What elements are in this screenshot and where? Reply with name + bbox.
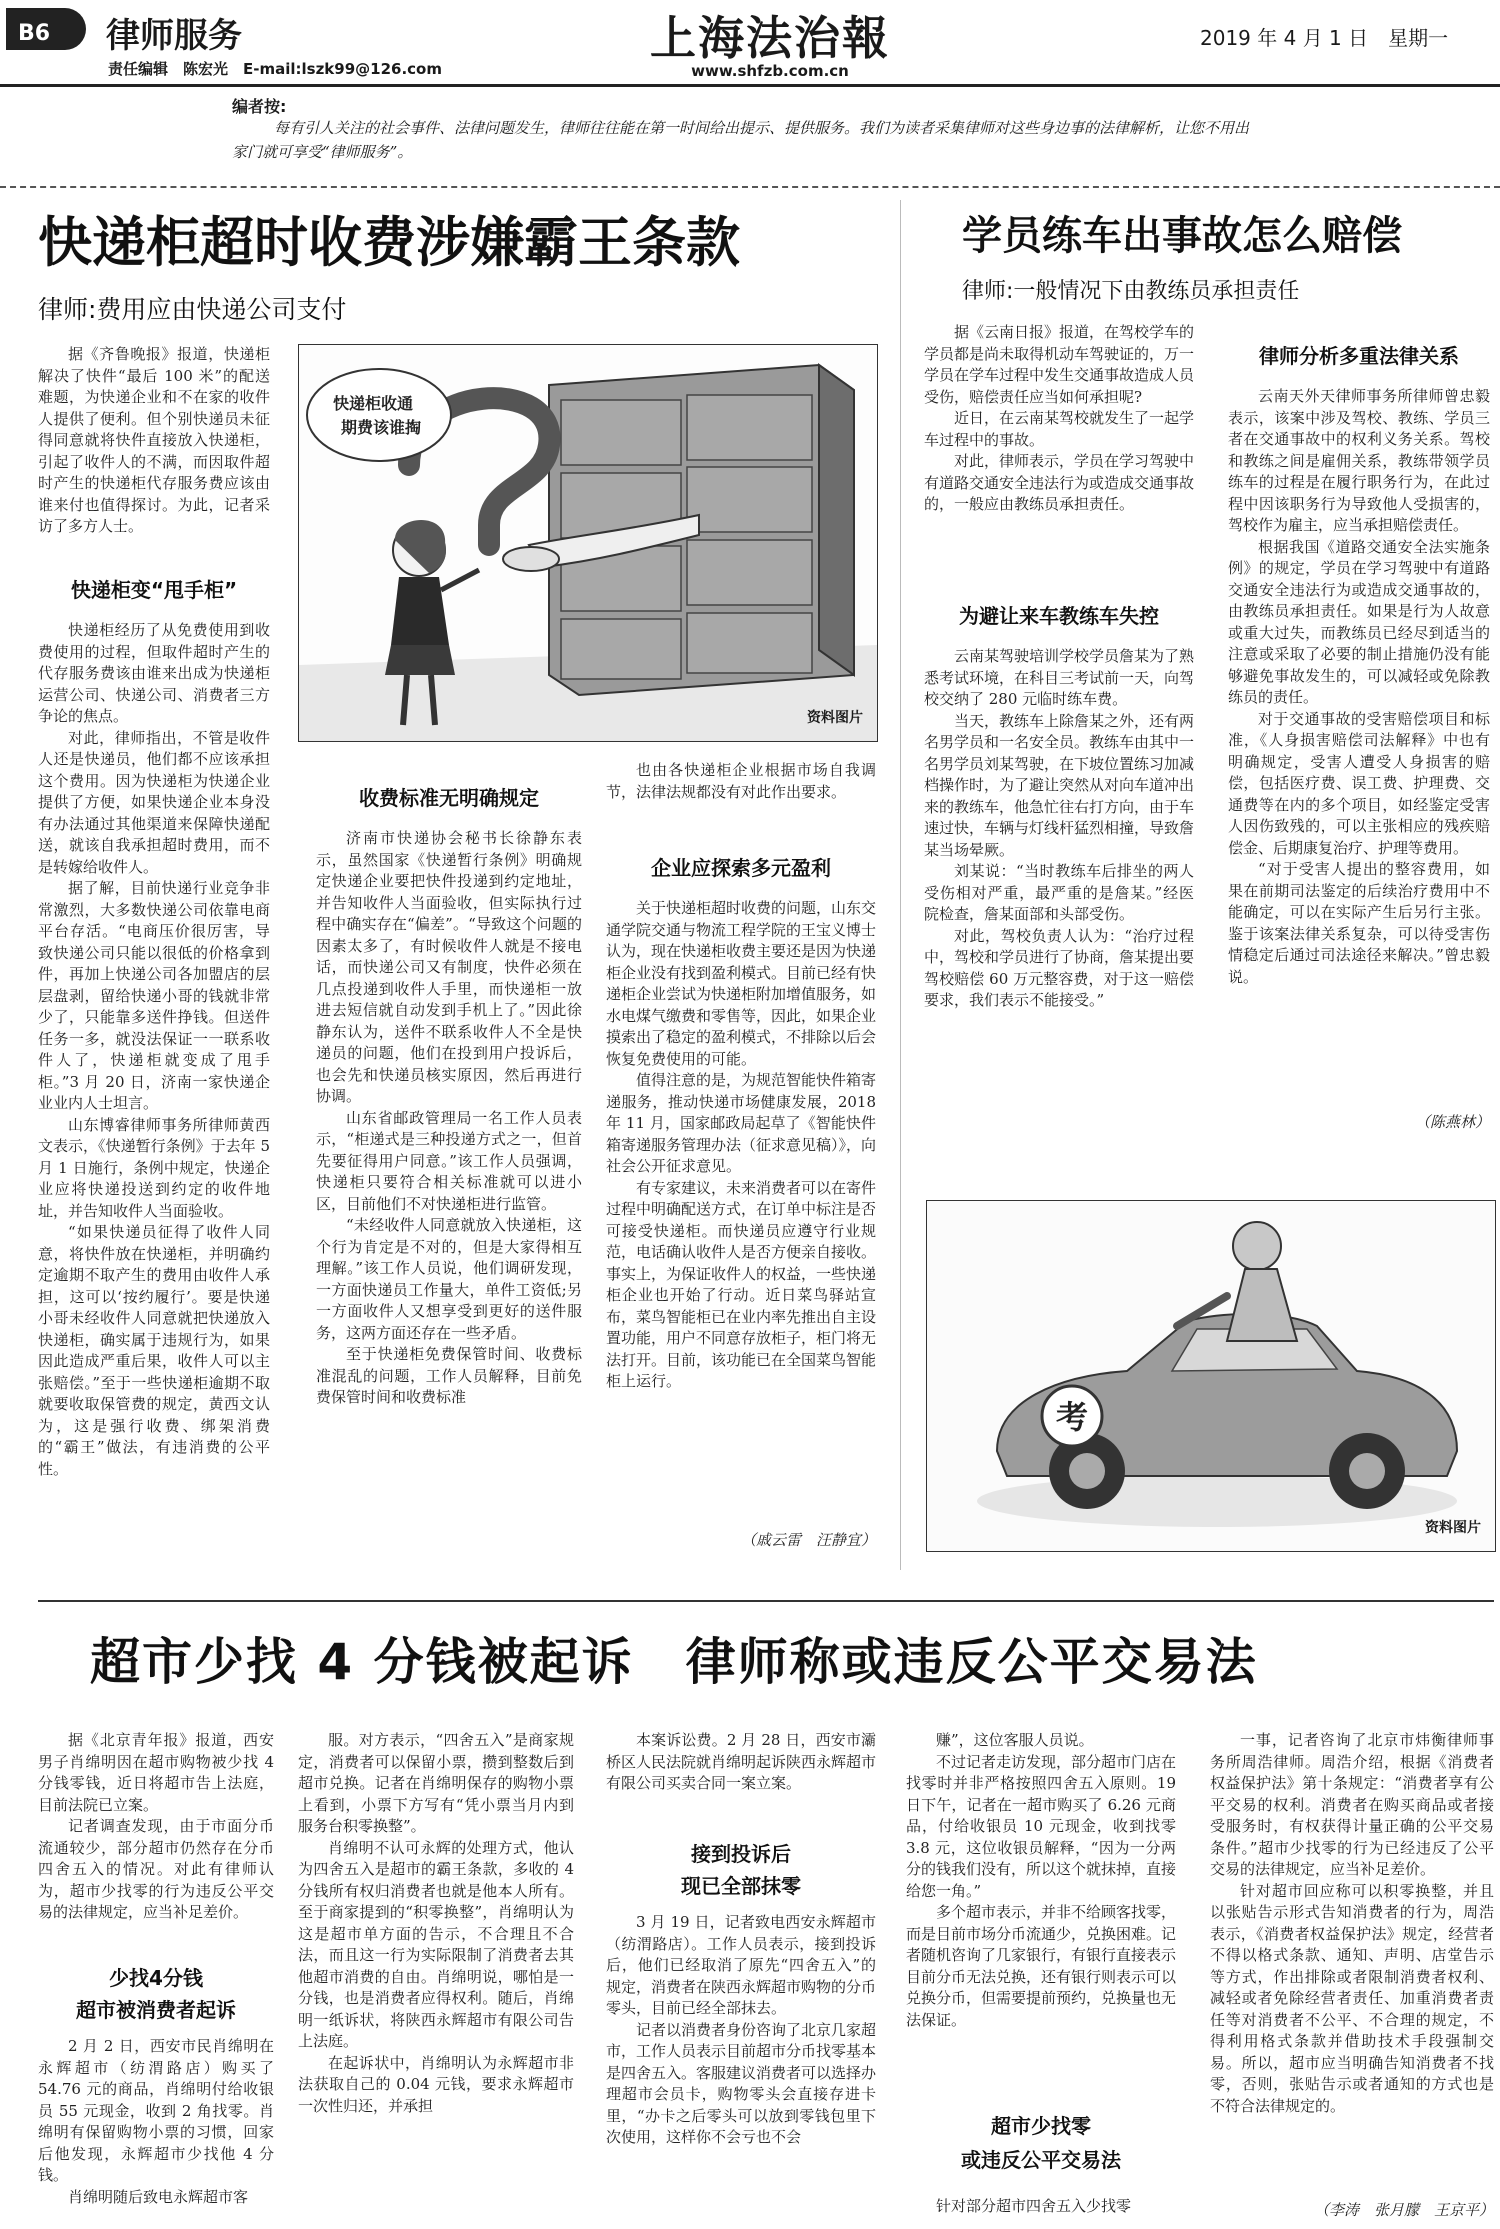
paragraph: 快递柜经历了从免费使用到收费使用的过程，但取件超时产生的代存服务费该由谁来出成为快递柜运营公司、快递公司、消费者三方争论的焦点。 <box>38 621 270 725</box>
article1-col3-top <box>606 760 876 832</box>
paragraph: 至于快递柜免费保管时间、收费标准混乱的问题，工作人员解释，目前免费保管时间和收费标准 <box>316 1345 582 1406</box>
article3-heading1a: 少找4分钱 <box>109 1966 203 1990</box>
article1-heading1: 快递柜变“甩手柜” <box>70 578 238 602</box>
article3-col2 <box>298 1730 574 2222</box>
paragraph: 不过记者走访发现，部分超市门店在找零时并非严格按照四舍五入原则。19 日下午，记者在一超市购买了 6.26 元商品，付给收银员 10 元现金，收到找零 3.8 元，这位收银员解释，“因为一分两分的钱我们没有，所以这个就抹掉，直接给您一角。” <box>906 1752 1176 1900</box>
paragraph: 肖绵明不认可永辉的处理方式，他认为四舍五入是超市的霸王条款，多收的 4 分钱所有权归消费者也就是他本人所有。至于商家提到的“积零换整”，肖绵明认为这是超市单方面的告示，不合理且不合法，而且这一行为实际限制了消费者去其他超市消费的自由。肖绵明说，哪怕是一分钱，也是消费者应得权利。随后，肖绵明一纸诉状，将陕西永辉超市有限公司告上法庭。 <box>298 1838 574 2050</box>
paragraph: 肖绵明随后致电永辉超市客 <box>68 2187 249 2206</box>
article1-col1 <box>38 620 270 1630</box>
paragraph: 对于交通事故的受害赔偿项目和标准，《人身损害赔偿司法解释》中也有明确规定，受害人遭受人身损害的赔偿，包括医疗费、误工费、护理费、交通费等在内的多个项目，如经鉴定受害人因伤致残的，可以主张相应的残疾赔偿金、后期康复治疗、护理等费用。 <box>1228 709 1490 857</box>
article1-credit: （戚云雷 汪静宜） <box>740 1531 876 1549</box>
article3-heading1b: 超市被消费者起诉 <box>76 1998 236 2022</box>
article1-col1-intro <box>38 344 270 554</box>
article3-heading2a: 接到投诉后 <box>691 1842 791 1866</box>
paragraph: 本案诉讼费。2 月 28 日，西安市灞桥区人民法院就肖绵明起诉陕西永辉超市有限公司买卖合同一案立案。 <box>606 1731 876 1792</box>
section-title: 律师服务 <box>106 16 242 56</box>
page-badge <box>6 8 86 50</box>
image-caption: 资料图片 <box>1425 1520 1481 1536</box>
paragraph: 关于快递柜超时收费的问题，山东交通学院交通与物流工程学院的王宝义博士认为，现在快递柜收费主要还是因为快递柜企业没有找到盈利模式。目前已经有快递柜企业尝试为快递柜附加增值服务，如水电煤气缴费和零售等，因此，如果企业摸索出了稳定的盈利模式，不排除以后会恢复免费使用的可能。 <box>606 899 876 1068</box>
editor-note-label: 编者按: <box>232 97 287 116</box>
article3-col5 <box>1210 1730 1494 2196</box>
paragraph: 济南市快递协会秘书长徐静东表示，虽然国家《快递暂行条例》明确规定快递企业要把快件投递到约定地址，并告知收件人当面验收，但实际执行过程中确实存在“偏差”。“导致这个问题的因素太多了，有时候收件人就是不接电话，而快递公司又有制度，快件必须在几点投递到收件人手里，而快递柜一放进去短信就自动发到手机上了。”因此徐静东认为，送件不联系收件人不全是快递员的问题，他们在投到用户投诉后，也会先和快递员核实原因，然后再进行协调。 <box>316 829 582 1105</box>
article1-heading2: 收费标准无明确规定 <box>359 786 539 810</box>
paragraph: 对此，律师指出，不管是收件人还是快递员，他们都不应该承担这个费用。因为快递柜为快递企业提供了方便，如果快递企业本身没有办法通过其他渠道来保障快递配送，就该自我承担超时费用，而不是转嫁给收件人。 <box>38 728 270 876</box>
article2-title: 学员练车出事故怎么赔偿 <box>962 213 1402 259</box>
paragraph: 多个超市表示，并非不给顾客找零，而是目前市场分币流通少，兑换困难。记者随机咨询了几家银行，有银行直接表示目前分币无法兑换，还有银行则表示可以兑换分币，但需要提前预约，兑换量也无法保证。 <box>906 1903 1176 2029</box>
paragraph: 在起诉状中，肖绵明认为永辉超市非法获取自己的 0.04 元钱，要求永辉超市一次性归还，并承担 <box>298 2053 574 2115</box>
article2-heading2: 律师分析多重法律关系 <box>1259 344 1459 368</box>
locker-illustration <box>299 345 877 741</box>
svg-text:期费该谁掏: 期费该谁掏 <box>341 418 422 437</box>
article2-subtitle: 律师:一般情况下由教练员承担责任 <box>962 279 1300 304</box>
paragraph: 刘某说：“当时教练车后排坐的两人受伤相对严重，最严重的是詹某。”经医院检查，詹某面部和头部受伤。 <box>924 862 1194 923</box>
divider <box>0 186 1500 188</box>
article3-heading2b: 现已全部抹零 <box>681 1874 801 1898</box>
paragraph: 近日，在云南某驾校就发生了一起学车过程中的事故。 <box>924 409 1194 449</box>
paragraph: 根据我国《道路交通安全法实施条例》的规定，学员在学习驾驶中有道路交通安全违法行为或造成交通事故的，由教练员承担责任。如果是行为人故意或重大过失，而教练员已经尽到适当的注意或采取了必要的制止措施仍没有能够避免事故发生的，可以减轻或免除教练员的责任。 <box>1228 537 1490 706</box>
article3-heading3a: 超市少找零 <box>991 2114 1091 2138</box>
locker-cabinet <box>549 365 854 695</box>
newspaper-url[interactable]: www.shfzb.com.cn <box>691 62 849 80</box>
editor-note-text: 每有引人关注的社会事件、法律问题发生，律师往往能在第一时间给出提示、提供服务。我们为读者采集律师对这些身边事的法律解析，让您不用出家门就可享受“律师服务”。 <box>232 119 1250 161</box>
paragraph: 赚”，这位客服人员说。 <box>936 1731 1094 1749</box>
section-divider <box>38 1600 1494 1602</box>
paragraph: 据《云南日报》报道，在驾校学车的学员都是尚未取得机动车驾驶证的，万一学员在学车过程中发生交通事故造成人员受伤，赔偿责任应当如何承担呢? <box>924 323 1194 406</box>
paragraph: “对于受害人提出的整容费用，如果在前期司法鉴定的后续治疗费用中不能确定，可以在实际产生后另行主张。鉴于该案法律关系复杂，可以待受害伤情稳定后通过司法途径来解决。”曾忠毅说。 <box>1228 860 1490 986</box>
article3-col1-intro <box>38 1730 274 1950</box>
header-rule <box>0 84 1500 87</box>
page-header <box>0 0 1500 96</box>
paragraph: 针对超市回应称可以积零换整，并且以张贴告示形式告知消费者的行为，周浩表示，《消费者权益保护法》规定，经营者不得以格式条款、通知、声明、店堂告示等方式，作出排除或者限制消费者权利、减轻或者免除经营者责任、加重消费者责任等对消费者不公平、不合理的规定，不得利用格式条款并借助技术手段强制交易。所以，超市应当明确告知消费者不找零，否则，张贴告示或者通知的方式也是不符合法律规定的。 <box>1210 1881 1494 2115</box>
page-badge-letter: B <box>18 21 35 46</box>
image-caption: 资料图片 <box>807 710 863 726</box>
newspaper-masthead: 上海法治報 <box>650 11 890 65</box>
issue-date: 2019 年 4 月 1 日 星期一 <box>1200 26 1449 50</box>
paragraph: 一事，记者咨询了北京市炜衡律师事务所周浩律师。周浩介绍，根据《消费者权益保护法》第十条规定：“消费者享有公平交易的权利。消费者在购买商品或者接受服务时，有权获得计量正确的公平交易条件。”超市少找零的行为已经违反了公平交易的法律规定，应当补足差价。 <box>1210 1731 1494 1878</box>
editor-line: 责任编辑 陈宏光 E-mail:lszk99@126.com <box>108 60 442 78</box>
column-divider <box>900 200 901 1570</box>
article1-title: 快递柜超时收费涉嫌霸王条款 <box>38 211 740 274</box>
paragraph: 云南某驾驶培训学校学员詹某为了熟悉考试环境，在科目三考试前一天，向驾校交纳了 280 元临时练车费。 <box>924 647 1194 708</box>
paragraph: 当天，教练车上除詹某之外，还有两名男学员和一名安全员。教练车由其中一名男学员刘某驾驶，在下坡位置练习加减档操作时，为了避让突然从对向车道冲出来的教练车，他急忙往右打方向，由于车速过快，车辆与灯线杆猛烈相撞，导致詹某当场晕厥。 <box>924 711 1194 859</box>
paragraph: 也由各快递柜企业根据市场自我调节，法律法规都没有对此作出要求。 <box>606 761 876 801</box>
paragraph: 服。对方表示，“四舍五入”是商家规定，消费者可以保留小票，攒到整数后到超市兑换。记者在肖绵明保存的购物小票上看到，小票下方写有“凭小票当月内到服务台积零换整”。 <box>298 1731 574 1835</box>
article3-col3-top <box>606 1730 876 1820</box>
article1-col3 <box>606 898 876 1548</box>
article3-title: 超市少找 4 分钱被起诉 律师称或违反公平交易法 <box>90 1633 1258 1691</box>
exam-badge-text: 考 <box>1056 1398 1089 1436</box>
page-badge-number: 6 <box>34 21 51 46</box>
article2-col1 <box>924 646 1194 1166</box>
locker-cartoon-image <box>298 344 878 742</box>
paragraph: 针对部分超市四舍五入少找零 <box>936 2197 1132 2215</box>
paragraph: 据了解，目前快递行业竞争非常激烈，大多数快递公司依靠电商平台存活。“电商压价很厉害，导致快递公司只能以很低的价格拿到件，再加上快递公司各加盟店的层层盘剥，留给快递小哥的钱就非常少了，只能靠多送件挣钱。但送件任务一多，就没法保证一一联系收件人了，快递柜就变成了甩手柜。”3 月 20 日，济南一家快递企业业内人士坦言。 <box>38 879 270 1112</box>
paragraph: 云南天外天律师事务所律师曾忠毅表示，该案中涉及驾校、教练、学员三者在交通事故中的权利义务关系。驾校和教练之间是雇佣关系，教练带领学员练车的过程是在履行职务行为，在此过程中因该职务行为导致他人受损害的，驾校作为雇主，应当承担赔偿责任。 <box>1228 387 1490 534</box>
article1-subtitle: 律师:费用应由快递公司支付 <box>38 295 347 324</box>
article3-col4-bottom <box>906 2196 1176 2222</box>
paragraph: 据《齐鲁晚报》报道，快递柜解决了快件“最后 100 米”的配送难题，为快递企业和不在家的收件人提供了便利。但个别快递员未征得同意就将快件直接放入快递柜，引起了收件人的不满，而因取件超时产生的快递柜代存服务费应该由谁来付也值得探讨。为此，记者采访了多方人士。 <box>38 345 270 535</box>
paragraph: 山东博睿律师事务所律师黄西文表示，《快递暂行条例》于去年 5 月 1 日施行，条例中规定，快递企业应将快递投送到约定的收件地址，并告知收件人当面验收。 <box>38 1115 270 1220</box>
paragraph: 山东省邮政管理局一名工作人员表示，“柜递式是三种投递方式之一，但首先要征得用户同意。”该工作人员强调，快递柜只要符合相关标准就可以进小区，目前他们不对快递柜进行监管。 <box>316 1108 582 1213</box>
driving-car-illustration <box>927 1201 1495 1551</box>
paragraph: 对此，律师表示，学员在学习驾驶中有道路交通安全违法行为或造成交通事故的，一般应由教练员承担责任。 <box>924 452 1194 513</box>
paragraph: 3 月 19 日，记者致电西安永辉超市（纺渭路店）。工作人员表示，接到投诉后，他们已经取消了原先“四舍五入”的规定，消费者在陕西永辉超市购物的分币零头，目前已经全部抹去。 <box>606 1913 876 2017</box>
article3-col4 <box>906 1730 1176 2096</box>
car-image <box>926 1200 1496 1552</box>
paragraph: 记者调查发现，由于市面分币流通较少，部分超市仍然存在分币四舍五入的情况。对此有律师认为，超市少找零的行为违反公平交易的法律规定，应当补足差价。 <box>38 1817 274 1921</box>
paragraph: 有专家建议，未来消费者可以在寄件过程中明确配送方式，在订单中标注是否可接受快递柜。而快递员应遵守行业规范，电话确认收件人是否方便亲自接收。事实上，为保证收件人的权益，一些快递柜企业也开始了行动。近日菜鸟驿站宣布，菜鸟智能柜已在业内率先推出自主设置功能，用户不同意存放柜子，柜门将无法打开。目前，该功能已在全国菜鸟智能柜上运行。 <box>606 1178 876 1390</box>
article2-credit: （陈燕林） <box>1414 1113 1490 1131</box>
paragraph: 值得注意的是，为规范智能快件箱寄递服务，推动快递市场健康发展，2018 年 11 月，国家邮政局起草了《智能快件箱寄递服务管理办法（征求意见稿）》，向社会公开征求意见。 <box>606 1071 876 1175</box>
article2-heading1: 为避让来车教练车失控 <box>959 604 1159 628</box>
paragraph: 对此，驾校负责人认为：“治疗过程中，驾校和学员进行了协商，詹某提出要驾校赔偿 60 万元整容费，对于这一赔偿要求，我们表示不能接受。” <box>924 926 1194 1009</box>
article3-col3 <box>606 1912 876 2222</box>
paragraph: 据《北京青年报》报道，西安男子肖绵明因在超市购物被少找 4 分钱零钱，近日将超市告上法庭，目前法院已立案。 <box>38 1731 274 1814</box>
paragraph: 2 月 2 日，西安市民肖绵明在永辉超市（纺渭路店）购买了 54.76 元的商品，肖绵明付给收银员 55 元现金，收到 2 角找零。肖绵明有保留购物小票的习惯，回家后他发现，永辉超市少找他 4 分钱。 <box>38 2037 274 2184</box>
article1-col2 <box>316 828 582 1568</box>
article1-heading3: 企业应探索多元盈利 <box>651 856 831 880</box>
article3-credit: （李涛 张月朦 王京平） <box>1313 2201 1494 2219</box>
paragraph: “未经收件人同意就放入快递柜，这个行为肯定是不对的，但是大家得相互理解。”该工作人员说，他们调研发现，一方面快递员工作量大，单件工资低;另一方面收件人又想享受到更好的送件服务，这两方面还存在一些矛盾。 <box>316 1216 582 1342</box>
article2-col1-intro <box>924 322 1194 592</box>
article3-heading3b: 或违反公平交易法 <box>961 2148 1121 2172</box>
paragraph: 记者以消费者身份咨询了北京几家超市，工作人员表示目前超市分币找零基本是四舍五入。客服建议消费者可以选择办理超市会员卡，购物零头会直接存进卡里，“办卡之后零头可以放到零钱包里下次使用，这样你不会亏也不会 <box>606 2020 876 2146</box>
paragraph: “如果快递员征得了收件人同意，将快件放在快递柜，并明确约定逾期不取产生的费用由收件人承担，这可以‘按约履行’。要是快递小哥未经收件人同意就把快递放入快递柜，确实属于违规行为，如果因此造成严重后果，收件人可以主张赔偿。”至于一些快递柜逾期不取就要收取保管费的规定，黄西文认为，这是强行收费、绑架消费的“霸王”做法，有违消费的公平性。 <box>38 1223 270 1478</box>
article2-col2 <box>1228 386 1490 1186</box>
svg-text:快递柜收通: 快递柜收通 <box>333 394 414 413</box>
article3-col1 <box>38 2036 274 2222</box>
